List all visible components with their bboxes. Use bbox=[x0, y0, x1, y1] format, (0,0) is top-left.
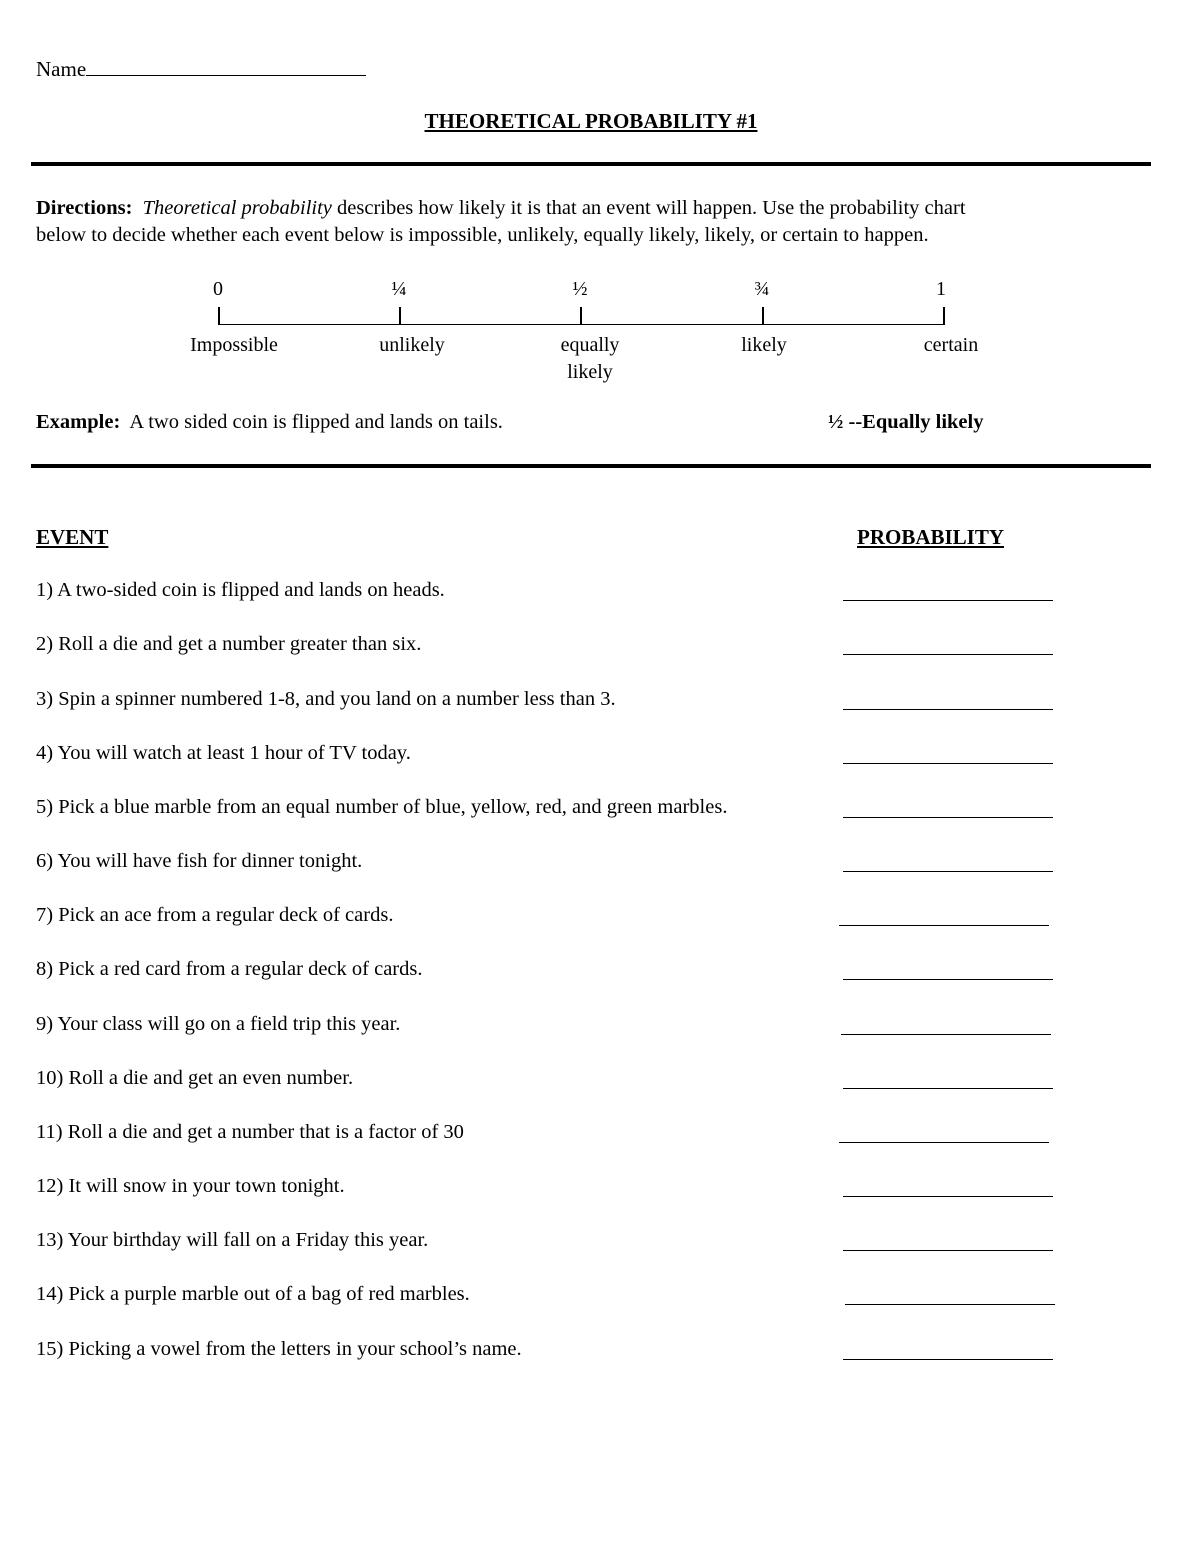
probability-column-header: PROBABILITY bbox=[857, 525, 1005, 549]
directions-label: Directions bbox=[36, 197, 126, 219]
answer-blank-5[interactable] bbox=[843, 817, 1053, 818]
scale-tick bbox=[943, 307, 945, 325]
event-3: 3) Spin a spinner numbered 1-8, and you land on a number less than 3. bbox=[36, 688, 616, 710]
answer-blank-13[interactable] bbox=[843, 1250, 1053, 1251]
event-9: 9) Your class will go on a field trip this year. bbox=[36, 1013, 401, 1035]
answer-blank-6[interactable] bbox=[843, 871, 1053, 872]
answer-blank-15[interactable] bbox=[843, 1359, 1053, 1360]
answer-blank-4[interactable] bbox=[843, 763, 1053, 764]
event-1: 1) A two-sided coin is flipped and lands on heads. bbox=[36, 579, 445, 601]
bottom-divider bbox=[31, 464, 1151, 468]
answer-blank-2[interactable] bbox=[843, 654, 1053, 655]
event-10: 10) Roll a die and get an even number. bbox=[36, 1067, 354, 1089]
example-text: A two sided coin is flipped and lands on tails. bbox=[129, 411, 503, 433]
answer-blank-9[interactable] bbox=[841, 1034, 1051, 1035]
scale-tick bbox=[218, 307, 220, 325]
scale-value-quarter: ¼ bbox=[391, 278, 407, 300]
answer-blank-3[interactable] bbox=[843, 709, 1053, 710]
directions-text-b: below to decide whether each event below is impossible, unlikely, equally likely, likely, or certain to happen. bbox=[36, 224, 929, 246]
example-answer: ½ --Equally likely bbox=[828, 411, 984, 433]
scale-label-unlikely: unlikely bbox=[379, 334, 445, 356]
page-title: THEORETICAL PROBABILITY #1 bbox=[424, 109, 758, 133]
scale-tick bbox=[399, 307, 401, 325]
scale-label-likely: likely bbox=[741, 334, 787, 356]
answer-blank-10[interactable] bbox=[843, 1088, 1053, 1089]
event-2: 2) Roll a die and get a number greater than six. bbox=[36, 633, 422, 655]
scale-value-half: ½ bbox=[572, 278, 588, 300]
name-field bbox=[36, 56, 366, 82]
event-4: 4) You will watch at least 1 hour of TV today. bbox=[36, 742, 411, 764]
event-13: 13) Your birthday will fall on a Friday this year. bbox=[36, 1229, 429, 1251]
event-14: 14) Pick a purple marble out of a bag of red marbles. bbox=[36, 1283, 470, 1305]
event-15: 15) Picking a vowel from the letters in your school’s name. bbox=[36, 1338, 522, 1360]
name-label: Name bbox=[36, 57, 87, 81]
scale-value-1: 1 bbox=[936, 278, 946, 300]
answer-blank-12[interactable] bbox=[843, 1196, 1053, 1197]
answer-blank-14[interactable] bbox=[845, 1304, 1055, 1305]
top-divider bbox=[31, 162, 1151, 166]
event-7: 7) Pick an ace from a regular deck of cards. bbox=[36, 904, 394, 926]
scale-value-0: 0 bbox=[213, 278, 223, 300]
name-blank[interactable] bbox=[86, 56, 366, 76]
directions-text-a: describes how likely it is that an event will happen. Use the probability chart bbox=[331, 197, 966, 219]
event-12: 12) It will snow in your town tonight. bbox=[36, 1175, 345, 1197]
example-label: Example bbox=[36, 411, 114, 433]
scale-label-certain: certain bbox=[923, 334, 979, 356]
scale-value-three-quarters: ¾ bbox=[754, 278, 770, 300]
event-8: 8) Pick a red card from a regular deck of cards. bbox=[36, 958, 423, 980]
answer-blank-8[interactable] bbox=[843, 979, 1053, 980]
scale-label-equally-likely: equally likely bbox=[560, 334, 620, 383]
event-6: 6) You will have fish for dinner tonight. bbox=[36, 850, 363, 872]
directions-term: Theoretical probability bbox=[142, 197, 332, 219]
event-11: 11) Roll a die and get a number that is a factor of 30 bbox=[36, 1121, 464, 1143]
event-5: 5) Pick a blue marble from an equal number of blue, yellow, red, and green marbles. bbox=[36, 796, 728, 818]
answer-blank-7[interactable] bbox=[839, 925, 1049, 926]
example: Example: A two sided coin is flipped and lands on tails. bbox=[36, 411, 503, 433]
scale-label-impossible: Impossible bbox=[190, 334, 278, 356]
scale-tick bbox=[580, 307, 582, 325]
answer-blank-1[interactable] bbox=[843, 600, 1053, 601]
scale-tick bbox=[762, 307, 764, 325]
directions: Directions: Theoretical probability describes how likely it is that an event will happen. Use the probability chart below to decide whether each event below is impossible, unlikely, equally likely, likely, or certain to happen. bbox=[36, 197, 966, 246]
answer-blank-11[interactable] bbox=[839, 1142, 1049, 1143]
event-column-header: EVENT bbox=[36, 525, 109, 549]
